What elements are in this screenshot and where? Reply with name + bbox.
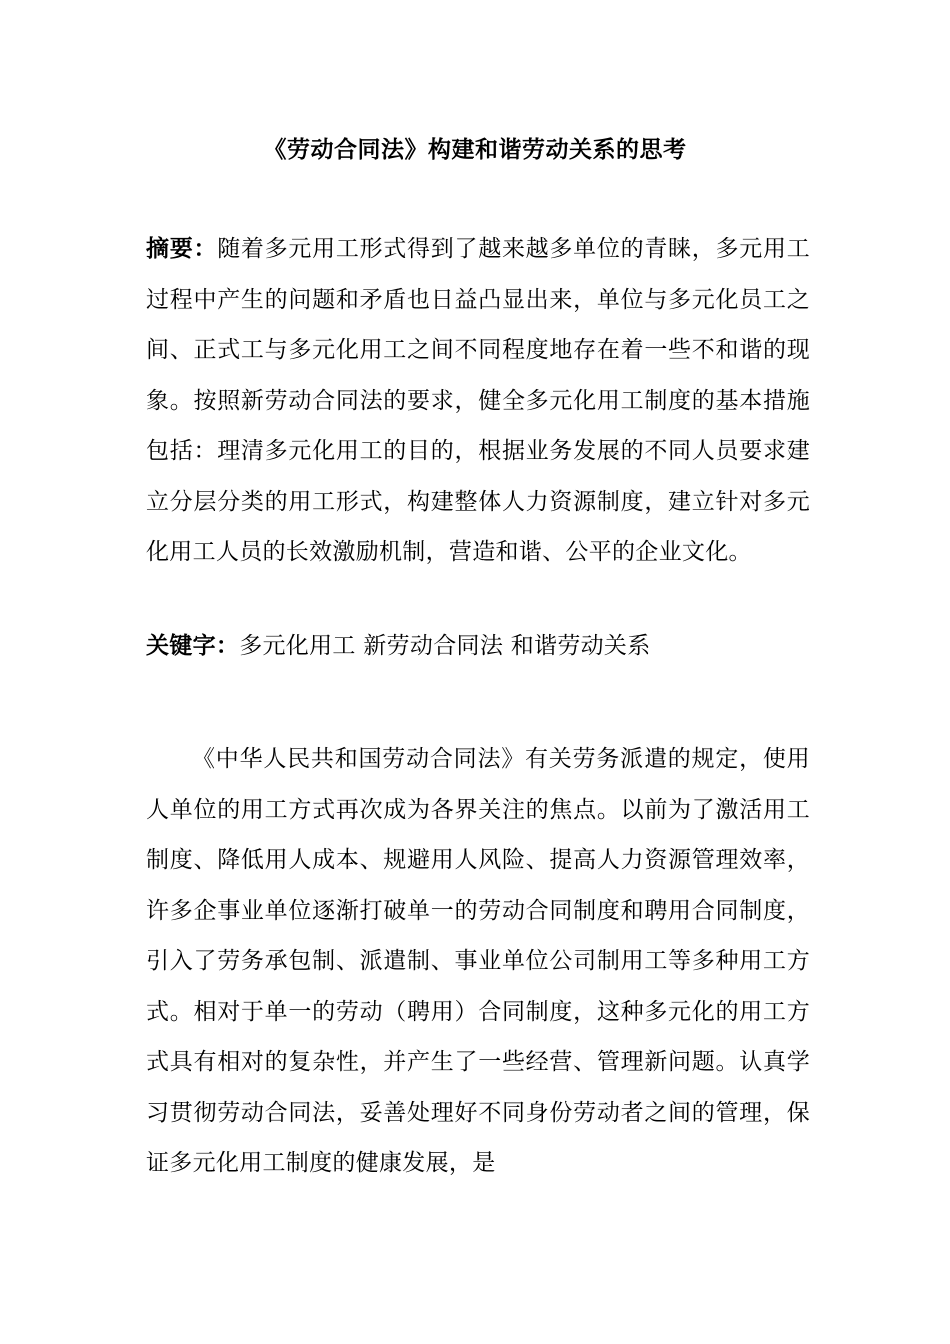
keywords-section (146, 626, 810, 666)
document-title: 《劳动合同法》构建和谐劳动关系的思考 (263, 136, 687, 163)
keywords-text: 多元化用工 新劳动合同法 和谐劳动关系 (239, 633, 651, 659)
body-paragraph: 《中华人民共和国劳动合同法》有关劳务派遣的规定，使用人单位的用工方式再次成为各界关注的焦点。以前为了激活用工制度、降低用人成本、规避用人风险、提高人力资源管理效率，许多企事业单位逐渐打破单一的劳动合同制度和聘用合同制度，引入了劳务承包制、派遣制、事业单位公司制用工等多种用工方式。相对于单一的劳动（聘用）合同制度，这种多元化的用工方式具有相对的复杂性，并产生了一些经营、管理新问题。认真学习贯彻劳动合同法，妥善处理好不同身份劳动者之间的管理，保证多元化用工制度的健康发展，是 (146, 746, 810, 1176)
abstract-section (146, 224, 810, 578)
abstract-label: 摘要： (146, 235, 218, 262)
keywords-label: 关键字： (146, 632, 240, 659)
abstract-text: 随着多元用工形式得到了越来越多单位的青睐，多元用工过程中产生的问题和矛盾也日益凸显出来，单位与多元化员工之间、正式工与多元化用工之间不同程度地存在着一些不和谐的现象。按照新劳动合同法的要求，健全多元化用工制度的基本措施包括：理清多元化用工的目的，根据业务发展的不同人员要求建立分层分类的用工形式，构建整体人力资源制度，建立针对多元化用工人员的长效激励机制，营造和谐、公平的企业文化。 (146, 236, 811, 565)
